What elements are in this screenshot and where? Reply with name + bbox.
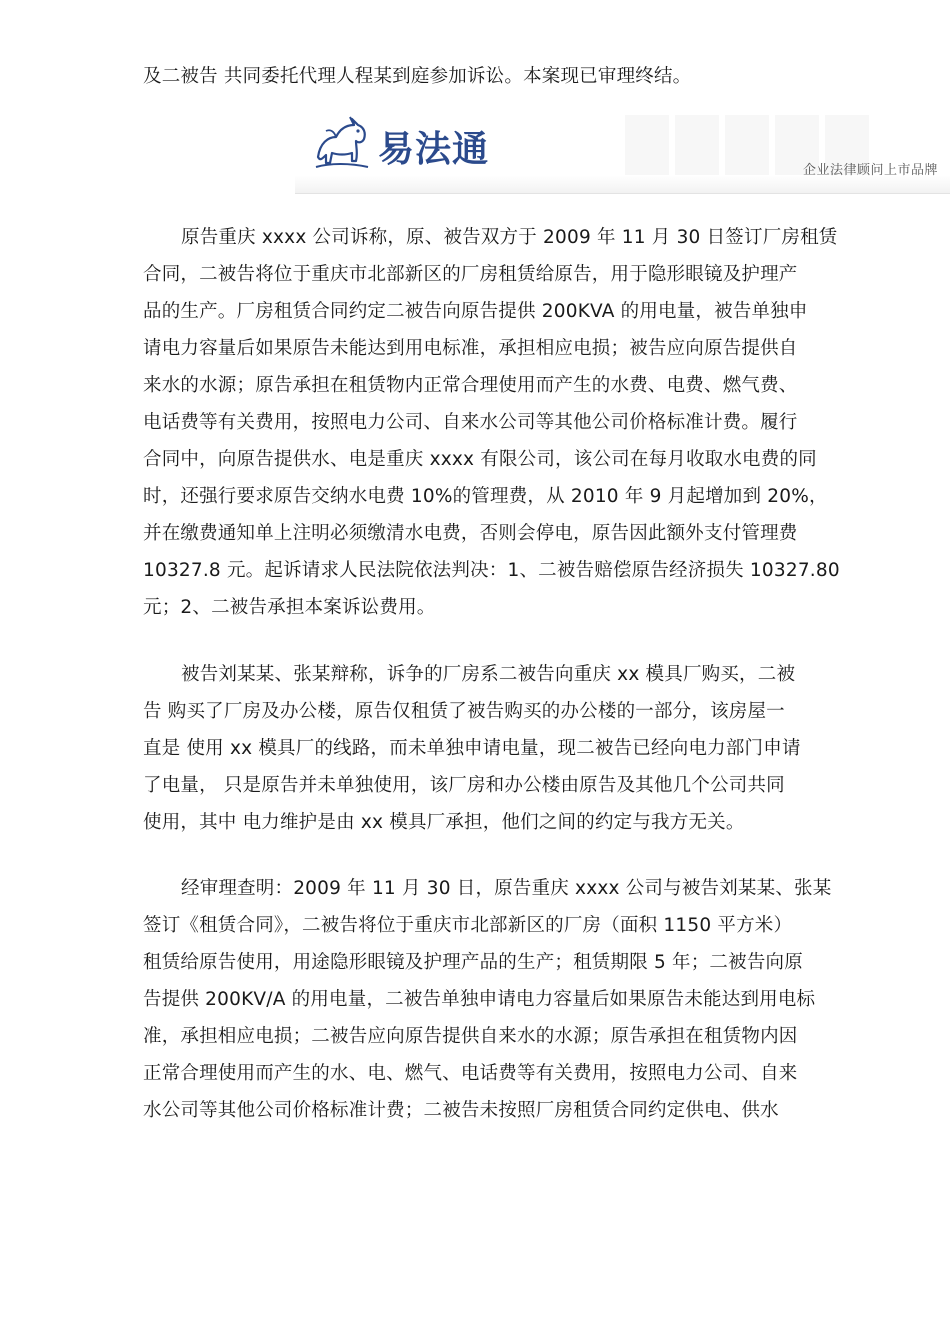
paragraph-line: 准，承担相应电损；二被告应向原告提供自来水的水源；原告承担在租赁物内因 xyxy=(143,1026,798,1047)
paragraph-line: 来水的水源；原告承担在租赁物内正常合理使用而产生的水费、电费、燃气费、 xyxy=(143,375,798,396)
paragraph-line: 告提供 200KV/A 的用电量，二被告单独申请电力容量后如果原告未能达到用电标 xyxy=(143,989,816,1010)
brand-slogan: 企业法律顾问上市品牌 xyxy=(802,163,938,178)
paragraph-line: 合同，二被告将位于重庆市北部新区的厂房租赁给原告，用于隐形眼镜及护理产 xyxy=(143,264,798,285)
paragraph-line: 水公司等其他公司价格标准计费；二被告未按照厂房租赁合同约定供电、供水 xyxy=(143,1100,779,1121)
paragraph-line: 请电力容量后如果原告未能达到用电标准，承担相应电损；被告应向原告提供自 xyxy=(143,338,798,359)
paragraph-line: 品的生产。厂房租赁合同约定二被告向原告提供 200KVA 的用电量，被告单独申 xyxy=(143,301,808,322)
carryover-line: 及二被告 共同委托代理人程某到庭参加诉讼。本案现已审理终结。 xyxy=(143,66,692,87)
unicorn-logo-icon xyxy=(310,113,374,175)
paragraph-line: 时，还强行要求原告交纳水电费 10%的管理费，从 2010 年 9 月起增加到 20%， xyxy=(143,486,828,507)
banner-decor xyxy=(725,115,769,175)
paragraph-line: 签订《租赁合同》，二被告将位于重庆市北部新区的厂房（面积 1150 平方米） xyxy=(143,915,793,936)
paragraph-line: 了电量， 只是原告并未单独使用，该厂房和办公楼由原告及其他几个公司共同 xyxy=(143,775,785,796)
paragraph-line: 租赁给原告使用，用途隐形眼镜及护理产品的生产；租赁期限 5 年；二被告向原 xyxy=(143,952,803,973)
paragraph-line: 并在缴费通知单上注明必须缴清水电费，否则会停电，原告因此额外支付管理费 xyxy=(143,523,798,544)
brand-name: 易法通 xyxy=(378,127,490,170)
paragraph-line: 原告重庆 xxxx 公司诉称，原、被告双方于 2009 年 11 月 30 日签订厂房租赁 xyxy=(181,227,838,248)
paragraph-line: 合同中，向原告提供水、电是重庆 xxxx 有限公司，该公司在每月收取水电费的同 xyxy=(143,449,817,470)
paragraph-line: 被告刘某某、张某辩称，诉争的厂房系二被告向重庆 xx 模具厂购买，二被 xyxy=(181,664,796,685)
paragraph-line: 正常合理使用而产生的水、电、燃气、电话费等有关费用，按照电力公司、自来 xyxy=(143,1063,798,1084)
banner-decor xyxy=(625,115,669,175)
brand-logo xyxy=(310,113,489,175)
paragraph-line: 使用，其中 电力维护是由 xx 模具厂承担，他们之间的约定与我方无关。 xyxy=(143,812,745,833)
brand-banner xyxy=(295,105,950,194)
paragraph-line: 元；2、二被告承担本案诉讼费用。 xyxy=(143,597,436,618)
banner-decor xyxy=(675,115,719,175)
paragraph-line: 10327.8 元。起诉请求人民法院依法判决：1、二被告赔偿原告经济损失 10327.80 xyxy=(143,560,840,581)
paragraph-line: 电话费等有关费用，按照电力公司、自来水公司等其他公司价格标准计费。履行 xyxy=(143,412,798,433)
paragraph-line: 经审理查明：2009 年 11 月 30 日，原告重庆 xxxx 公司与被告刘某某、张某 xyxy=(181,878,832,899)
paragraph-line: 告 购买了厂房及办公楼，原告仅租赁了被告购买的办公楼的一部分，该房屋一 xyxy=(143,701,785,722)
paragraph-line: 直是 使用 xx 模具厂的线路，而未单独申请电量，现二被告已经向电力部门申请 xyxy=(143,738,801,759)
